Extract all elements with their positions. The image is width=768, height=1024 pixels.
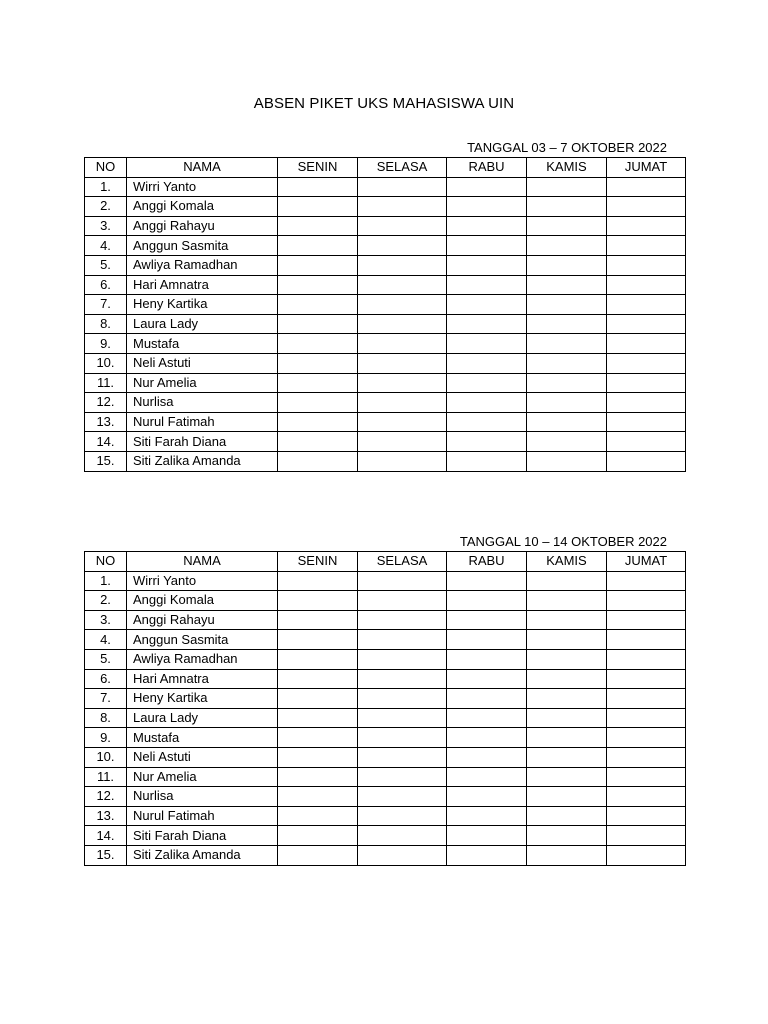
table-header-row — [85, 552, 686, 572]
attendance-cell-senin — [278, 197, 358, 217]
student-name: Nurul Fatimah — [127, 806, 278, 826]
attendance-cell-jumat — [607, 432, 686, 452]
attendance-cell-selasa — [358, 373, 447, 393]
table-row — [85, 255, 686, 275]
attendance-cell-kamis — [527, 571, 607, 591]
attendance-cell-selasa — [358, 451, 447, 471]
attendance-cell-selasa — [358, 747, 447, 767]
attendance-cell-rabu — [447, 334, 527, 354]
student-name: Wirri Yanto — [127, 177, 278, 197]
row-number: 14. — [85, 432, 127, 452]
row-number: 9. — [85, 334, 127, 354]
header-no: NO — [85, 552, 127, 572]
attendance-cell-selasa — [358, 393, 447, 413]
header-kamis: KAMIS — [527, 158, 607, 178]
attendance-cell-selasa — [358, 571, 447, 591]
attendance-cell-senin — [278, 728, 358, 748]
student-name: Siti Zalika Amanda — [127, 845, 278, 865]
attendance-table — [84, 551, 686, 866]
attendance-cell-senin — [278, 649, 358, 669]
attendance-cell-senin — [278, 826, 358, 846]
attendance-cell-kamis — [527, 393, 607, 413]
row-number: 12. — [85, 787, 127, 807]
attendance-cell-jumat — [607, 806, 686, 826]
attendance-cell-selasa — [358, 177, 447, 197]
table-row — [85, 451, 686, 471]
student-name: Heny Kartika — [127, 689, 278, 709]
attendance-cell-selasa — [358, 669, 447, 689]
table-row — [85, 412, 686, 432]
attendance-section-week-1 — [84, 139, 685, 472]
attendance-cell-kamis — [527, 708, 607, 728]
attendance-table — [84, 157, 686, 472]
attendance-cell-selasa — [358, 353, 447, 373]
table-row — [85, 373, 686, 393]
row-number: 5. — [85, 649, 127, 669]
table-row — [85, 689, 686, 709]
attendance-cell-kamis — [527, 806, 607, 826]
attendance-cell-selasa — [358, 275, 447, 295]
row-number: 3. — [85, 610, 127, 630]
row-number: 7. — [85, 295, 127, 315]
attendance-cell-jumat — [607, 216, 686, 236]
student-name: Neli Astuti — [127, 747, 278, 767]
attendance-cell-jumat — [607, 197, 686, 217]
row-number: 8. — [85, 708, 127, 728]
row-number: 2. — [85, 197, 127, 217]
row-number: 14. — [85, 826, 127, 846]
student-name: Nurul Fatimah — [127, 412, 278, 432]
row-number: 6. — [85, 669, 127, 689]
attendance-cell-selasa — [358, 787, 447, 807]
attendance-cell-jumat — [607, 334, 686, 354]
row-number: 12. — [85, 393, 127, 413]
table-row — [85, 728, 686, 748]
attendance-cell-rabu — [447, 236, 527, 256]
table-row — [85, 275, 686, 295]
student-name: Neli Astuti — [127, 353, 278, 373]
table-row — [85, 591, 686, 611]
attendance-cell-senin — [278, 314, 358, 334]
attendance-cell-rabu — [447, 689, 527, 709]
row-number: 15. — [85, 845, 127, 865]
attendance-cell-senin — [278, 353, 358, 373]
header-rabu: RABU — [447, 552, 527, 572]
student-name: Anggi Rahayu — [127, 216, 278, 236]
attendance-cell-kamis — [527, 373, 607, 393]
attendance-cell-senin — [278, 177, 358, 197]
header-nama: NAMA — [127, 552, 278, 572]
student-name: Anggi Komala — [127, 197, 278, 217]
attendance-cell-jumat — [607, 826, 686, 846]
attendance-cell-jumat — [607, 295, 686, 315]
attendance-cell-selasa — [358, 845, 447, 865]
attendance-cell-senin — [278, 806, 358, 826]
attendance-cell-rabu — [447, 787, 527, 807]
row-number: 3. — [85, 216, 127, 236]
attendance-cell-rabu — [447, 216, 527, 236]
attendance-cell-kamis — [527, 412, 607, 432]
attendance-cell-rabu — [447, 314, 527, 334]
attendance-cell-rabu — [447, 669, 527, 689]
table-row — [85, 353, 686, 373]
student-name: Nurlisa — [127, 393, 278, 413]
row-number: 9. — [85, 728, 127, 748]
attendance-cell-selasa — [358, 591, 447, 611]
attendance-cell-jumat — [607, 275, 686, 295]
student-name: Siti Farah Diana — [127, 432, 278, 452]
attendance-cell-senin — [278, 767, 358, 787]
student-name: Hari Amnatra — [127, 669, 278, 689]
attendance-cell-jumat — [607, 845, 686, 865]
row-number: 15. — [85, 451, 127, 471]
attendance-cell-jumat — [607, 591, 686, 611]
attendance-cell-senin — [278, 275, 358, 295]
row-number: 6. — [85, 275, 127, 295]
table-row — [85, 747, 686, 767]
attendance-cell-rabu — [447, 610, 527, 630]
attendance-cell-rabu — [447, 177, 527, 197]
attendance-cell-jumat — [607, 787, 686, 807]
table-row — [85, 610, 686, 630]
attendance-cell-kamis — [527, 334, 607, 354]
attendance-cell-kamis — [527, 591, 607, 611]
attendance-cell-kamis — [527, 451, 607, 471]
header-senin: SENIN — [278, 158, 358, 178]
student-name: Anggun Sasmita — [127, 236, 278, 256]
row-number: 13. — [85, 806, 127, 826]
attendance-cell-rabu — [447, 197, 527, 217]
row-number: 8. — [85, 314, 127, 334]
student-name: Laura Lady — [127, 708, 278, 728]
attendance-cell-kamis — [527, 275, 607, 295]
row-number: 7. — [85, 689, 127, 709]
header-selasa: SELASA — [358, 552, 447, 572]
row-number: 1. — [85, 571, 127, 591]
table-row — [85, 826, 686, 846]
table-row — [85, 197, 686, 217]
attendance-cell-senin — [278, 845, 358, 865]
attendance-cell-selasa — [358, 610, 447, 630]
attendance-cell-kamis — [527, 689, 607, 709]
attendance-cell-kamis — [527, 787, 607, 807]
attendance-cell-rabu — [447, 630, 527, 650]
row-number: 13. — [85, 412, 127, 432]
date-range-label: TANGGAL 03 – 7 OKTOBER 2022 — [467, 140, 667, 155]
attendance-cell-senin — [278, 216, 358, 236]
student-name: Siti Farah Diana — [127, 826, 278, 846]
attendance-cell-jumat — [607, 373, 686, 393]
attendance-cell-selasa — [358, 806, 447, 826]
attendance-cell-rabu — [447, 649, 527, 669]
student-name: Wirri Yanto — [127, 571, 278, 591]
attendance-cell-selasa — [358, 236, 447, 256]
table-row — [85, 806, 686, 826]
attendance-cell-rabu — [447, 845, 527, 865]
attendance-cell-kamis — [527, 630, 607, 650]
row-number: 11. — [85, 767, 127, 787]
attendance-cell-jumat — [607, 669, 686, 689]
attendance-cell-kamis — [527, 216, 607, 236]
student-name: Anggi Rahayu — [127, 610, 278, 630]
header-selasa: SELASA — [358, 158, 447, 178]
attendance-cell-rabu — [447, 747, 527, 767]
student-name: Awliya Ramadhan — [127, 649, 278, 669]
attendance-cell-rabu — [447, 767, 527, 787]
student-name: Nur Amelia — [127, 767, 278, 787]
attendance-cell-jumat — [607, 353, 686, 373]
header-no: NO — [85, 158, 127, 178]
student-name: Anggun Sasmita — [127, 630, 278, 650]
student-name: Mustafa — [127, 728, 278, 748]
row-number: 5. — [85, 255, 127, 275]
attendance-cell-jumat — [607, 177, 686, 197]
attendance-cell-senin — [278, 747, 358, 767]
student-name: Siti Zalika Amanda — [127, 451, 278, 471]
attendance-cell-kamis — [527, 649, 607, 669]
attendance-cell-selasa — [358, 334, 447, 354]
attendance-cell-senin — [278, 630, 358, 650]
attendance-cell-selasa — [358, 826, 447, 846]
table-row — [85, 177, 686, 197]
table-header-row — [85, 158, 686, 178]
attendance-cell-rabu — [447, 373, 527, 393]
table-row — [85, 669, 686, 689]
attendance-cell-jumat — [607, 314, 686, 334]
table-row — [85, 767, 686, 787]
attendance-cell-kamis — [527, 845, 607, 865]
table-row — [85, 630, 686, 650]
attendance-cell-selasa — [358, 689, 447, 709]
attendance-cell-senin — [278, 689, 358, 709]
attendance-cell-kamis — [527, 177, 607, 197]
attendance-cell-senin — [278, 708, 358, 728]
attendance-cell-jumat — [607, 767, 686, 787]
attendance-cell-rabu — [447, 708, 527, 728]
table-row — [85, 236, 686, 256]
attendance-cell-kamis — [527, 314, 607, 334]
header-jumat: JUMAT — [607, 552, 686, 572]
attendance-cell-rabu — [447, 275, 527, 295]
attendance-cell-senin — [278, 610, 358, 630]
attendance-cell-selasa — [358, 197, 447, 217]
attendance-cell-jumat — [607, 708, 686, 728]
attendance-cell-kamis — [527, 255, 607, 275]
table-row — [85, 708, 686, 728]
attendance-cell-senin — [278, 295, 358, 315]
attendance-cell-rabu — [447, 432, 527, 452]
attendance-cell-jumat — [607, 728, 686, 748]
student-name: Nur Amelia — [127, 373, 278, 393]
attendance-cell-rabu — [447, 255, 527, 275]
attendance-cell-jumat — [607, 649, 686, 669]
row-number: 4. — [85, 236, 127, 256]
attendance-section-week-2 — [84, 533, 685, 866]
attendance-cell-selasa — [358, 630, 447, 650]
attendance-cell-kamis — [527, 432, 607, 452]
attendance-cell-rabu — [447, 806, 527, 826]
attendance-cell-selasa — [358, 767, 447, 787]
attendance-cell-senin — [278, 412, 358, 432]
attendance-cell-kamis — [527, 197, 607, 217]
table-row — [85, 216, 686, 236]
header-nama: NAMA — [127, 158, 278, 178]
attendance-cell-kamis — [527, 826, 607, 846]
attendance-cell-jumat — [607, 255, 686, 275]
attendance-cell-senin — [278, 591, 358, 611]
table-row — [85, 295, 686, 315]
attendance-cell-rabu — [447, 393, 527, 413]
row-number: 2. — [85, 591, 127, 611]
attendance-cell-jumat — [607, 747, 686, 767]
attendance-cell-selasa — [358, 708, 447, 728]
attendance-cell-senin — [278, 787, 358, 807]
table-row — [85, 334, 686, 354]
attendance-cell-kamis — [527, 353, 607, 373]
student-name: Hari Amnatra — [127, 275, 278, 295]
attendance-cell-jumat — [607, 689, 686, 709]
attendance-cell-rabu — [447, 412, 527, 432]
attendance-cell-rabu — [447, 353, 527, 373]
attendance-cell-jumat — [607, 412, 686, 432]
table-row — [85, 787, 686, 807]
attendance-cell-senin — [278, 236, 358, 256]
attendance-cell-selasa — [358, 432, 447, 452]
table-row — [85, 649, 686, 669]
attendance-cell-senin — [278, 393, 358, 413]
table-row — [85, 314, 686, 334]
attendance-cell-selasa — [358, 295, 447, 315]
attendance-cell-rabu — [447, 451, 527, 471]
table-row — [85, 571, 686, 591]
attendance-cell-selasa — [358, 649, 447, 669]
attendance-cell-selasa — [358, 255, 447, 275]
attendance-cell-kamis — [527, 610, 607, 630]
attendance-cell-selasa — [358, 216, 447, 236]
attendance-cell-senin — [278, 255, 358, 275]
attendance-cell-senin — [278, 571, 358, 591]
row-number: 1. — [85, 177, 127, 197]
row-number: 4. — [85, 630, 127, 650]
attendance-cell-senin — [278, 451, 358, 471]
attendance-cell-selasa — [358, 314, 447, 334]
attendance-cell-jumat — [607, 451, 686, 471]
attendance-cell-jumat — [607, 236, 686, 256]
attendance-cell-kamis — [527, 747, 607, 767]
attendance-cell-senin — [278, 669, 358, 689]
attendance-cell-selasa — [358, 728, 447, 748]
student-name: Mustafa — [127, 334, 278, 354]
table-row — [85, 432, 686, 452]
row-number: 11. — [85, 373, 127, 393]
row-number: 10. — [85, 747, 127, 767]
attendance-cell-rabu — [447, 295, 527, 315]
attendance-cell-kamis — [527, 767, 607, 787]
attendance-cell-rabu — [447, 826, 527, 846]
attendance-cell-jumat — [607, 610, 686, 630]
student-name: Nurlisa — [127, 787, 278, 807]
attendance-cell-rabu — [447, 591, 527, 611]
attendance-cell-kamis — [527, 728, 607, 748]
date-range-label: TANGGAL 10 – 14 OKTOBER 2022 — [459, 534, 667, 549]
row-number: 10. — [85, 353, 127, 373]
attendance-cell-rabu — [447, 728, 527, 748]
page-title: ABSEN PIKET UKS MAHASISWA UIN — [253, 95, 515, 112]
student-name: Anggi Komala — [127, 591, 278, 611]
student-name: Laura Lady — [127, 314, 278, 334]
table-row — [85, 393, 686, 413]
attendance-cell-jumat — [607, 393, 686, 413]
header-rabu: RABU — [447, 158, 527, 178]
attendance-cell-kamis — [527, 295, 607, 315]
attendance-cell-jumat — [607, 571, 686, 591]
attendance-cell-kamis — [527, 669, 607, 689]
attendance-cell-senin — [278, 432, 358, 452]
attendance-cell-rabu — [447, 571, 527, 591]
header-jumat: JUMAT — [607, 158, 686, 178]
header-kamis: KAMIS — [527, 552, 607, 572]
attendance-cell-kamis — [527, 236, 607, 256]
attendance-cell-senin — [278, 334, 358, 354]
table-row — [85, 845, 686, 865]
student-name: Heny Kartika — [127, 295, 278, 315]
student-name: Awliya Ramadhan — [127, 255, 278, 275]
attendance-cell-senin — [278, 373, 358, 393]
attendance-cell-jumat — [607, 630, 686, 650]
header-senin: SENIN — [278, 552, 358, 572]
attendance-cell-selasa — [358, 412, 447, 432]
